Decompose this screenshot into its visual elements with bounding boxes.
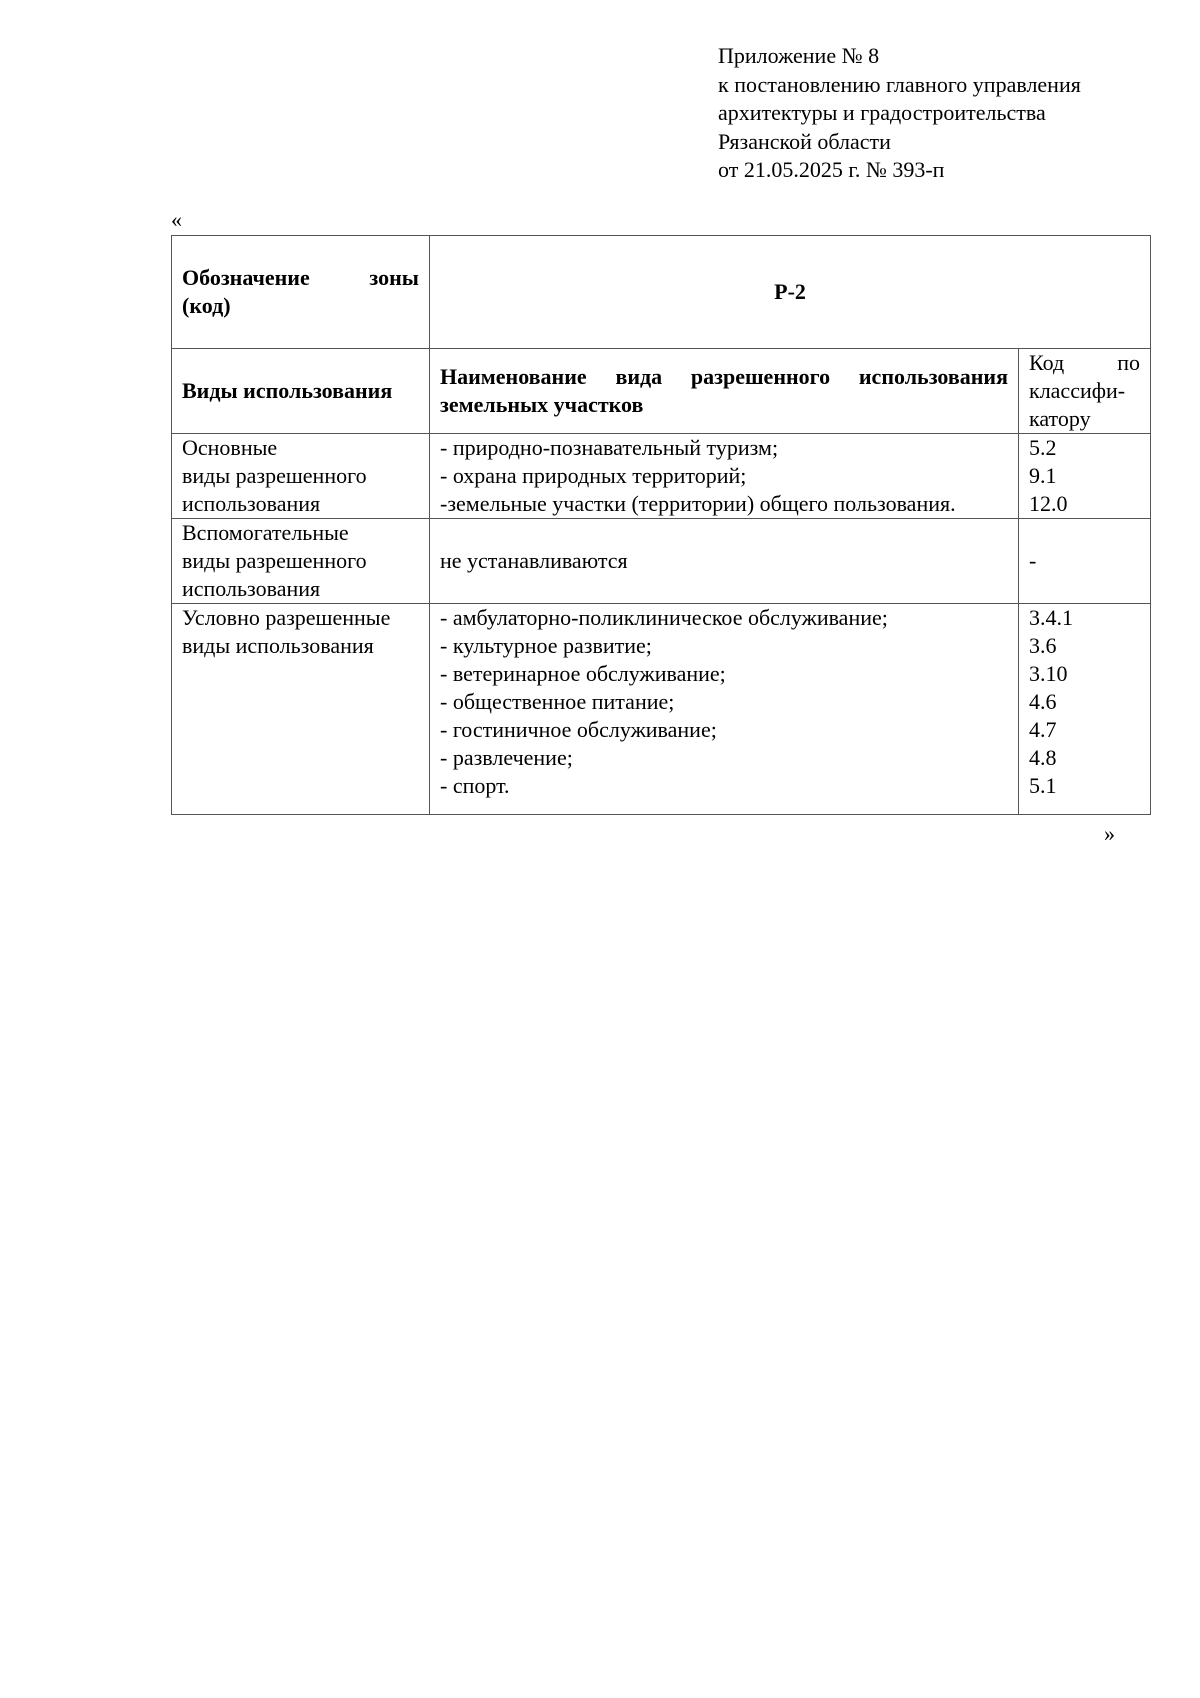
code-header-line: катору: [1029, 406, 1091, 431]
conditional-uses-label: [172, 604, 430, 815]
usage-types-header: Виды использования: [172, 349, 430, 434]
classifier-code: 4.7: [1029, 717, 1057, 742]
classifier-code-header: [1019, 349, 1151, 434]
main-uses-row: [172, 434, 1151, 519]
conditional-uses-items: [430, 604, 1019, 815]
zone-label-line: [182, 264, 419, 292]
classifier-code: 9.1: [1029, 463, 1057, 488]
classifier-code: 4.8: [1029, 745, 1057, 770]
code-header-line: [1029, 349, 1140, 377]
main-uses-label: [172, 434, 430, 519]
zone-code-cell: Р-2: [430, 236, 1151, 349]
use-item: - природно-познавательный туризм;: [440, 435, 779, 460]
main-uses-items: [430, 434, 1019, 519]
classifier-code: 5.1: [1029, 773, 1057, 798]
use-item: - ветеринарное обслуживание;: [440, 661, 726, 686]
code-header-word: по: [1117, 350, 1141, 375]
use-item: - развлечение;: [440, 745, 573, 770]
closing-quote: »: [1104, 821, 1115, 846]
zone-table: [171, 235, 1151, 815]
auxiliary-uses-codes: [1019, 519, 1151, 604]
header-line: к постановлению главного управления: [718, 71, 1081, 97]
classifier-code: 12.0: [1029, 491, 1068, 516]
use-item: не устанавливаются: [440, 548, 628, 573]
use-item: - охрана природных территорий;: [440, 463, 747, 488]
zone-label-cell: [172, 236, 430, 349]
classifier-code: -: [1029, 548, 1037, 573]
use-item: - общественное питание;: [440, 689, 675, 714]
header-row: [172, 349, 1151, 434]
conditional-uses-codes: [1019, 604, 1151, 815]
header-line: Рязанской области: [718, 128, 891, 154]
use-item: - спорт.: [440, 773, 510, 798]
row-label-line: Основные: [182, 435, 278, 460]
auxiliary-uses-label: [172, 519, 430, 604]
row-label-line: виды разрешенного: [182, 463, 367, 488]
classifier-code: 4.6: [1029, 689, 1057, 714]
classifier-code: 5.2: [1029, 435, 1057, 460]
use-item: -земельные участки (территории) общего пользования.: [440, 491, 956, 516]
row-label-line: Вспомогательные: [182, 520, 349, 545]
auxiliary-uses-row: [172, 519, 1151, 604]
zone-label-word: зоны: [369, 265, 419, 290]
use-item: - амбулаторно-поликлиническое обслуживание;: [440, 605, 888, 630]
zone-row: [172, 236, 1151, 349]
classifier-code: 3.10: [1029, 661, 1068, 686]
row-label-line: Условно разрешенные: [182, 605, 391, 630]
row-label-line: виды использования: [182, 633, 374, 658]
usage-name-header: Наименование вида разрешенного использования земельных участков: [430, 349, 1019, 434]
main-uses-codes: [1019, 434, 1151, 519]
row-label-line: использования: [182, 491, 321, 516]
header-line: Приложение № 8: [718, 43, 880, 68]
zone-label-word: Обозначение: [182, 265, 310, 290]
auxiliary-uses-items: [430, 519, 1019, 604]
use-item: - культурное развитие;: [440, 633, 652, 658]
appendix-header: [718, 42, 1188, 185]
zone-label-code-caption: (код): [182, 293, 231, 318]
opening-quote: «: [171, 207, 182, 232]
header-line: от 21.05.2025 г. № 393-п: [718, 157, 945, 182]
use-item: - гостиничное обслуживание;: [440, 717, 717, 742]
header-line: архитектуры и градостроительства: [718, 100, 1046, 125]
conditional-uses-row: [172, 604, 1151, 815]
code-header-line: классифи-: [1029, 378, 1126, 403]
classifier-code: 3.6: [1029, 633, 1057, 658]
code-header-word: Код: [1029, 350, 1065, 375]
row-label-line: использования: [182, 576, 321, 601]
row-label-line: виды разрешенного: [182, 548, 367, 573]
classifier-code: 3.4.1: [1029, 605, 1073, 630]
